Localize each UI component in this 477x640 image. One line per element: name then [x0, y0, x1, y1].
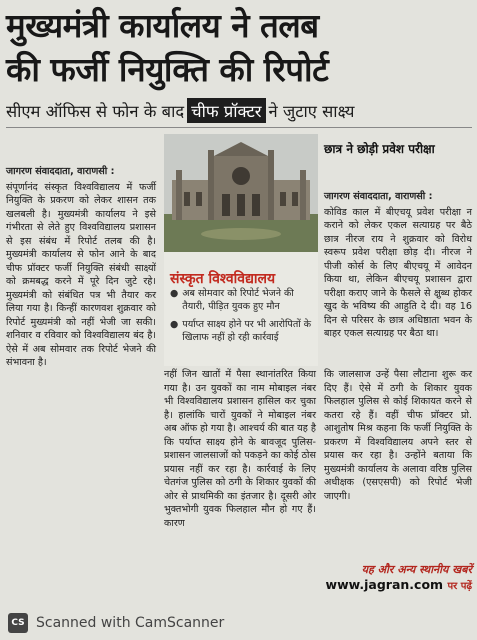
- highlight-box-title: संस्कृत विश्वविद्यालय: [170, 271, 276, 287]
- scanner-watermark: Scanned with CamScanner: [36, 615, 225, 631]
- column-2-text: नहीं जिन खातों में पैसा स्थानांतरित किया गया है। उन युवकों का नाम मोबाइल नंबर भी विश्वविद्यालय प्रशासन हासिल कर चुका है। हालांकि चारों युवकों ने मोबाइल नंबर अब ऑफ हो गया है। आश्चर्य की बात यह है कि पर्याप्त साक्ष्य होने के बावजूद पुलिस- प्रशासन जालसाजों को पकड़ने का कोई ठोस प्रयास नहीं कर रहा है। कार्रवाई के लिए चेतगंज पुलिस को ठगी के शिकार युवकों की ओर से प्राथमिकी का इंतजार है। दूसरी ओर भुक्तभोगी युवक फिलहाल मौन हो गए हैं। कारण: [164, 369, 316, 529]
- promo-url[interactable]: www.jagran.com: [325, 577, 444, 592]
- scanner-footer: [0, 606, 477, 640]
- bullet-icon: ●: [170, 288, 179, 299]
- subheadline-highlight: चीफ प्रॉक्टर: [187, 98, 265, 123]
- column-3: [324, 368, 472, 505]
- subheadline-after: ने जुटाए साक्ष्य: [268, 101, 355, 121]
- highlight-bullet-text-2: पर्याप्त साक्ष्य होने पर भी आरोपितों के खिलाफ नहीं हो रही कार्रवाई: [182, 319, 312, 343]
- promo-url-line: [324, 577, 472, 592]
- highlight-bullets: [170, 288, 316, 350]
- divider-rule: [6, 127, 472, 128]
- subheadline-before: सीएम ऑफिस से फोन के बाद: [6, 101, 185, 121]
- promo-tagline: यह और अन्य स्थानीय खबरें: [361, 563, 472, 576]
- column-1: [6, 165, 156, 372]
- building-illustration: [164, 134, 318, 252]
- column-3-text: कि जालसाज उन्हें पैसा लौटाना शुरू कर दिए हैं। ऐसे में ठगी के शिकार युवक फिलहाल पुलिस से कोई शिकायत करने से कतरा रहे हैं। वहीं चीफ प्रॉक्टर प्रो. आशुतोष मिश्र कहना कि फर्जी नियुक्ति के प्रकरण में विश्वविद्यालय अपने स्तर से प्रयास कर रहा है। उन्होंने बताया कि मुख्यमंत्री कार्यालय के अलावा वरिष्ठ पुलिस अधीक्षक (एसएसपी) को रिपोर्ट भेजी जाएगी।: [324, 369, 472, 502]
- column-2: [164, 368, 316, 532]
- sidebar-text: कोविड काल में बीएचयू प्रवेश परीक्षा न कराने को लेकर एकल सत्याग्रह पर बैठे छात्र नीरज राय ने शुक्रवार को विरोध स्वरूप प्रवेश परीक्षा छोड़ दी। नीरज ने पीजी कोर्स के लिए बीएचयू में आवेदन किया था, लेकिन बीएचयू प्रशासन द्वारा परीक्षा कराए जाने के फैसले से क्षुब्ध होकर खुद के भविष्य की आहुति दे दी। वह 16 दिन से परिसर के छात्र अधिष्ठाता भवन के बाहर एकल सत्याग्रह पर बैठा था।: [324, 206, 472, 339]
- highlight-bullet: [170, 288, 316, 313]
- sidebar-dateline: जागरण संवाददाता, वाराणसी :: [324, 191, 433, 202]
- highlight-bullet: [170, 319, 316, 344]
- promo-suffix: पर पढ़ें: [447, 581, 472, 592]
- jagran-promo: [324, 562, 472, 592]
- headline: [6, 4, 472, 92]
- sidebar-story: [324, 190, 472, 343]
- column-1-dateline: जागरण संवाददाता, वाराणसी :: [6, 166, 115, 177]
- university-building-photo: [164, 134, 318, 252]
- highlight-bullet-text-1: अब सोमवार को रिपोर्ट भेजने की तैयारी, पीड़ित युवक हुए मौन: [182, 288, 294, 312]
- headline-line-1: मुख्यमंत्री कार्यालय ने तलब: [6, 6, 319, 45]
- sidebar-headline: छात्र ने छोड़ी प्रवेश परीक्षा: [324, 142, 435, 156]
- column-1-paragraph-1: संपूर्णानंद संस्कृत विश्वविद्यालय में फर्जी नियुक्ति के प्रकरण को लेकर शासन तक खलबली है। मुख्यमंत्री कार्यालय ने इसे गंभीरता से लेते हुए विश्वविद्यालय प्रशासन से इस संबंध में रिपोर्ट तलब की है। मुख्यमंत्री कार्यालय से फोन आने के बाद चीफ प्रॉक्टर फर्जी नियुक्ति संबंधी साक्ष्यों को क्रमबद्ध करने में पूरे दिन जुटे रहे। मुख्यमंत्री को संबंधित पत्र भी तैयार कर लिया गया है। किन्हीं कारणवश शुक्रवार को रिपोर्ट मुख्यमंत्री को नहीं भेजी जा सकी। शनिवार व रविवार को विश्वविद्यालय बंद है। ऐसे में अब सोमवार तक रिपोर्ट भेजने की संभावना है।: [6, 181, 156, 368]
- subheadline: [6, 96, 472, 124]
- headline-line-2: की फर्जी नियुक्ति की रिपोर्ट: [6, 50, 329, 89]
- camscanner-logo-icon: CS: [8, 613, 28, 633]
- bullet-icon: ●: [170, 319, 179, 330]
